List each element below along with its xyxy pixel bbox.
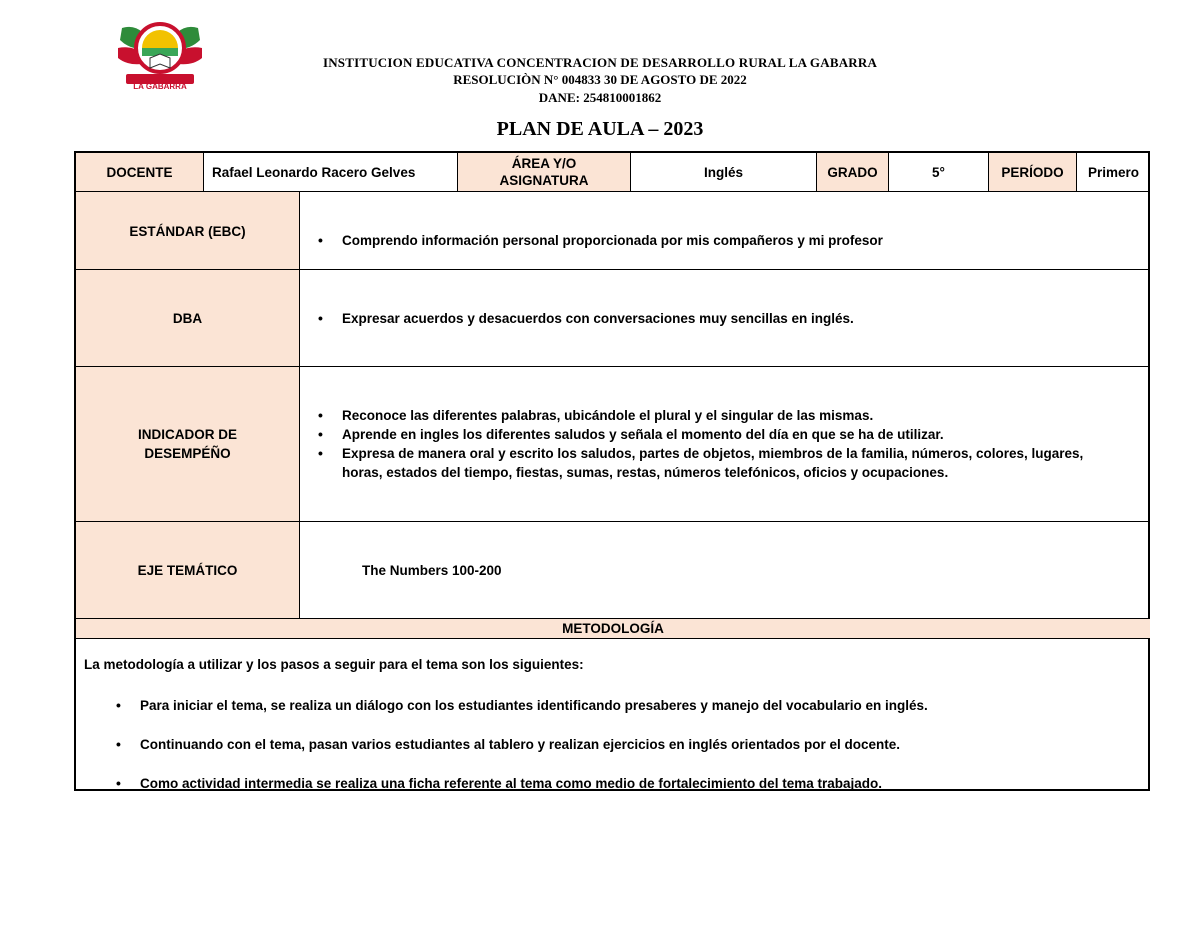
metodologia-list: [108, 696, 1138, 813]
institution-name: INSTITUCION EDUCATIVA CONCENTRACION DE DESARROLLO RURAL LA GABARRA: [322, 55, 878, 70]
list-item: • Expresar acuerdos y desacuerdos con conversaciones muy sencillas en inglés.: [310, 309, 854, 328]
area-value: Inglés: [631, 153, 817, 192]
estandar-label: ESTÁNDAR (EBC): [76, 192, 300, 270]
dba-label: DBA: [76, 270, 300, 367]
docente-value: Rafael Leonardo Racero Gelves: [204, 153, 458, 192]
periodo-value: Primero: [1077, 153, 1150, 192]
list-item: • Aprende en ingles los diferentes saludos y señala el momento del día en que se ha de utilizar.: [310, 425, 1110, 444]
metodologia-label: METODOLOGÍA: [76, 619, 1150, 639]
page-title: PLAN DE AULA – 2023: [496, 118, 704, 140]
docente-label: DOCENTE: [76, 153, 204, 192]
periodo-label: PERÍODO: [989, 153, 1077, 192]
estandar-content: [300, 192, 1150, 270]
area-label: ÁREA Y/O ASIGNATURA: [458, 153, 631, 192]
list-item: • Expresa de manera oral y escrito los saludos, partes de objetos, miembros de la familia, números, colores, lugares, horas, estados del tiempo, fiestas, sumas, restas, números telefónicos, oficios y ocupaciones.: [310, 444, 1110, 482]
list-item: • Para iniciar el tema, se realiza un diálogo con los estudiantes identificando presaberes y manejo del vocabulario en inglés.: [108, 696, 1138, 715]
plan-table: [74, 151, 1150, 791]
dane-line: DANE: 254810001862: [538, 90, 662, 105]
list-item: • Reconoce las diferentes palabras, ubicándole el plural y el singular de las mismas.: [310, 406, 1110, 425]
list-item: • Continuando con el tema, pasan varios estudiantes al tablero y realizan ejercicios en inglés orientados por el docente.: [108, 735, 1138, 754]
grado-value: 5°: [889, 153, 989, 192]
eje-label: EJE TEMÁTICO: [76, 522, 300, 619]
resolution-line: RESOLUCIÒN N° 004833 30 DE AGOSTO DE 2022: [453, 72, 747, 87]
metodologia-intro: La metodología a utilizar y los pasos a seguir para el tema son los siguientes:: [84, 657, 584, 672]
list-item: • Comprendo información personal proporcionada por mis compañeros y mi profesor: [310, 231, 883, 250]
grado-label: GRADO: [817, 153, 889, 192]
dba-content: [300, 270, 1150, 367]
indicador-content: [300, 367, 1150, 522]
eje-value: The Numbers 100-200: [300, 522, 1150, 619]
list-item: • Como actividad intermedia se realiza una ficha referente al tema como medio de fortalecimiento del tema trabajado.: [108, 774, 1138, 793]
indicador-label: INDICADOR DE DESEMPÉÑO: [76, 367, 300, 522]
logo-caption: LA GABARRA: [133, 82, 187, 91]
